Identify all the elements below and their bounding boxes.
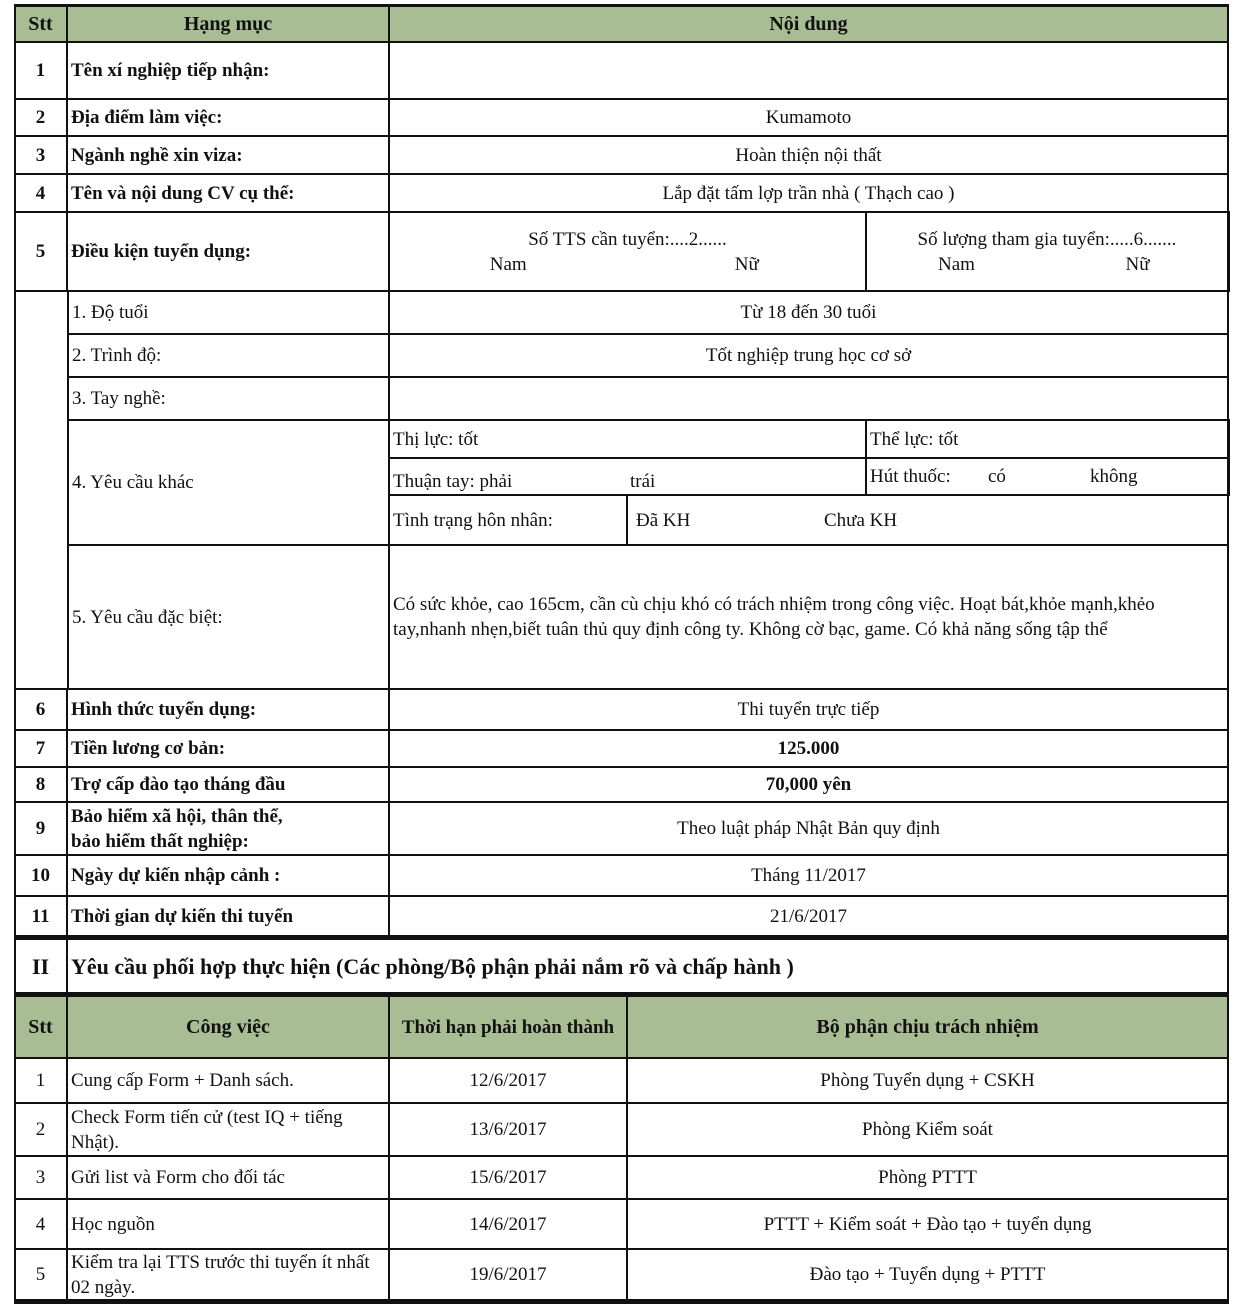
male-label: Nam bbox=[938, 253, 975, 275]
handedness-left: trái bbox=[630, 471, 656, 492]
task-description bbox=[67, 1249, 389, 1300]
task-description bbox=[67, 1058, 389, 1103]
row-value: 21/6/2017 bbox=[769, 905, 848, 927]
row-value: 125.000 bbox=[777, 738, 840, 759]
section2-title: Yêu cầu phối hợp thực hiện (Các phòng/Bộ phận phải nắm rõ và chấp hành ) bbox=[71, 953, 794, 979]
tts-needed-cell bbox=[389, 212, 866, 291]
special-line-1: Có sức khỏe, cao 165cm, cần cù chịu khó có trách nhiệm trong công việc. Hoạt bát,khỏe mạnh,khẻo bbox=[393, 594, 1155, 615]
education-value: Tốt nghiệp trung học cơ sở bbox=[705, 345, 912, 366]
gender-row bbox=[389, 252, 866, 277]
task-dept: Đào tạo + Tuyển dụng + PTTT bbox=[809, 1264, 1046, 1285]
skill-label: 3. Tay nghề: bbox=[72, 388, 166, 409]
task-dept: PTTT + Kiểm soát + Đào tạo + tuyển dụng bbox=[763, 1213, 1092, 1235]
participants-cell bbox=[866, 212, 1228, 291]
participants-text: Số lượng tham gia tuyển:.....6....... bbox=[917, 228, 1177, 250]
row-label: Ngày dự kiến nhập cảnh : bbox=[71, 865, 281, 886]
age-value: Từ 18 đến 30 tuổi bbox=[740, 302, 877, 323]
married-option: Đã KH bbox=[636, 509, 691, 531]
task-dept: Phòng PTTT bbox=[878, 1167, 977, 1188]
row-label: Tiền lương cơ bản: bbox=[71, 738, 226, 759]
task-number: 5 bbox=[35, 1264, 46, 1285]
task-line: Kiểm tra lại TTS trước thi tuyển ít nhất bbox=[71, 1251, 370, 1273]
row-label: Ngành nghề xin viza: bbox=[71, 144, 243, 166]
row-label: Tên và nội dung CV cụ thể: bbox=[71, 182, 295, 204]
male-label: Nam bbox=[489, 253, 527, 275]
row-value: Lắp đặt tấm lợp trần nhà ( Thạch cao ) bbox=[662, 182, 955, 204]
gender-row bbox=[866, 252, 1228, 277]
task-deadline: 13/6/2017 bbox=[469, 1119, 547, 1140]
female-label: Nữ bbox=[734, 253, 759, 275]
single-option: Chưa KH bbox=[824, 509, 898, 531]
task-description bbox=[67, 1199, 389, 1249]
row-label: Tên xí nghiệp tiếp nhận: bbox=[71, 60, 270, 81]
task-line: 02 ngày. bbox=[71, 1276, 136, 1298]
row-label: Thời gian dự kiến thi tuyển bbox=[71, 905, 294, 927]
task-header-task: Công việc bbox=[186, 1015, 270, 1038]
task-number: 3 bbox=[35, 1167, 46, 1188]
task-line: Cung cấp Form + Danh sách. bbox=[71, 1070, 294, 1091]
smoking-cell bbox=[866, 458, 1228, 495]
section2-number: II bbox=[31, 953, 50, 979]
task-number: 4 bbox=[35, 1213, 46, 1235]
row-label: Trợ cấp đào tạo tháng đầu bbox=[71, 774, 286, 795]
task-dept: Phòng Kiểm soát bbox=[862, 1119, 993, 1140]
row-number: 10 bbox=[31, 865, 50, 886]
row-value: Kumamoto bbox=[765, 107, 852, 128]
education-label: 2. Trình độ: bbox=[72, 345, 162, 366]
row-value: Theo luật pháp Nhật Bản quy định bbox=[677, 818, 940, 839]
fitness: Thể lực: tốt bbox=[870, 428, 959, 450]
row-value: Thi tuyển trực tiếp bbox=[737, 699, 880, 720]
task-line: Check Form tiến cử (test IQ + tiếng bbox=[71, 1106, 343, 1128]
marital-label: Tình trạng hôn nhân: bbox=[393, 509, 553, 531]
task-deadline: 14/6/2017 bbox=[469, 1213, 547, 1235]
task-deadline: 15/6/2017 bbox=[469, 1167, 547, 1188]
row-label: Điều kiện tuyển dụng: bbox=[71, 241, 252, 262]
row-label bbox=[67, 802, 389, 855]
special-requirements-text bbox=[389, 545, 1228, 689]
row-label-line: Bảo hiểm xã hội, thân thể, bbox=[71, 805, 283, 827]
row-number: 1 bbox=[35, 60, 46, 81]
row-number: 7 bbox=[35, 738, 46, 759]
row-number: 2 bbox=[35, 107, 46, 128]
task-header-stt: Stt bbox=[28, 1015, 53, 1038]
smoking-label: Hút thuốc: bbox=[870, 466, 951, 487]
task-line: Nhật). bbox=[71, 1131, 120, 1153]
age-label: 1. Độ tuổi bbox=[72, 302, 149, 323]
row-number: 4 bbox=[35, 182, 46, 204]
row-number: 11 bbox=[31, 905, 50, 927]
task-deadline: 12/6/2017 bbox=[469, 1070, 547, 1091]
female-label: Nữ bbox=[1125, 253, 1150, 275]
smoking-no: không bbox=[1090, 466, 1138, 487]
row-label: Hình thức tuyển dụng: bbox=[71, 699, 257, 720]
row-value: 70,000 yên bbox=[765, 774, 852, 795]
header-item: Hạng mục bbox=[183, 12, 273, 35]
row-number: 8 bbox=[35, 774, 46, 795]
task-description bbox=[67, 1103, 389, 1156]
row-label: Địa điểm làm việc: bbox=[71, 107, 223, 128]
task-number: 1 bbox=[35, 1070, 46, 1091]
marital-options bbox=[627, 495, 1228, 545]
other-requirements-label: 4. Yêu cầu khác bbox=[72, 472, 194, 493]
header-content: Nội dung bbox=[769, 12, 848, 35]
row-number: 3 bbox=[35, 144, 46, 166]
row-number: 6 bbox=[35, 699, 46, 720]
skill-value bbox=[389, 377, 1228, 420]
row-value: Tháng 11/2017 bbox=[751, 865, 866, 886]
task-dept: Phòng Tuyển dụng + CSKH bbox=[820, 1070, 1035, 1091]
special-line-2: tay,nhanh nhẹn,biết tuân thủ quy định công ty. Không cờ bạc, game. Có khả năng sống tập thể bbox=[393, 619, 1108, 640]
task-line: Gửi list và Form cho đối tác bbox=[71, 1167, 285, 1188]
task-header-deadline: Thời hạn phải hoàn thành bbox=[401, 1016, 615, 1038]
tts-needed-text: Số TTS cần tuyển:....2...... bbox=[528, 228, 727, 250]
header-stt: Stt bbox=[28, 12, 53, 35]
row-value: Hoàn thiện nội thất bbox=[735, 144, 882, 166]
task-description bbox=[67, 1156, 389, 1199]
smoking-yes: có bbox=[988, 466, 1006, 487]
row-number: 9 bbox=[35, 818, 46, 839]
row-label-line: bảo hiểm thất nghiệp: bbox=[71, 830, 249, 852]
task-number: 2 bbox=[35, 1119, 46, 1140]
handedness-cell bbox=[389, 458, 866, 495]
task-deadline: 19/6/2017 bbox=[469, 1264, 547, 1285]
special-requirements-label: 5. Yêu cầu đặc biệt: bbox=[72, 606, 223, 628]
eyesight: Thị lực: tốt bbox=[393, 428, 479, 450]
task-header-dept: Bộ phận chịu trách nhiệm bbox=[816, 1015, 1039, 1038]
row-number: 5 bbox=[35, 241, 46, 262]
task-line: Học nguồn bbox=[71, 1213, 155, 1235]
handedness-label: Thuận tay: phải bbox=[393, 471, 513, 492]
row-value bbox=[389, 42, 1228, 99]
